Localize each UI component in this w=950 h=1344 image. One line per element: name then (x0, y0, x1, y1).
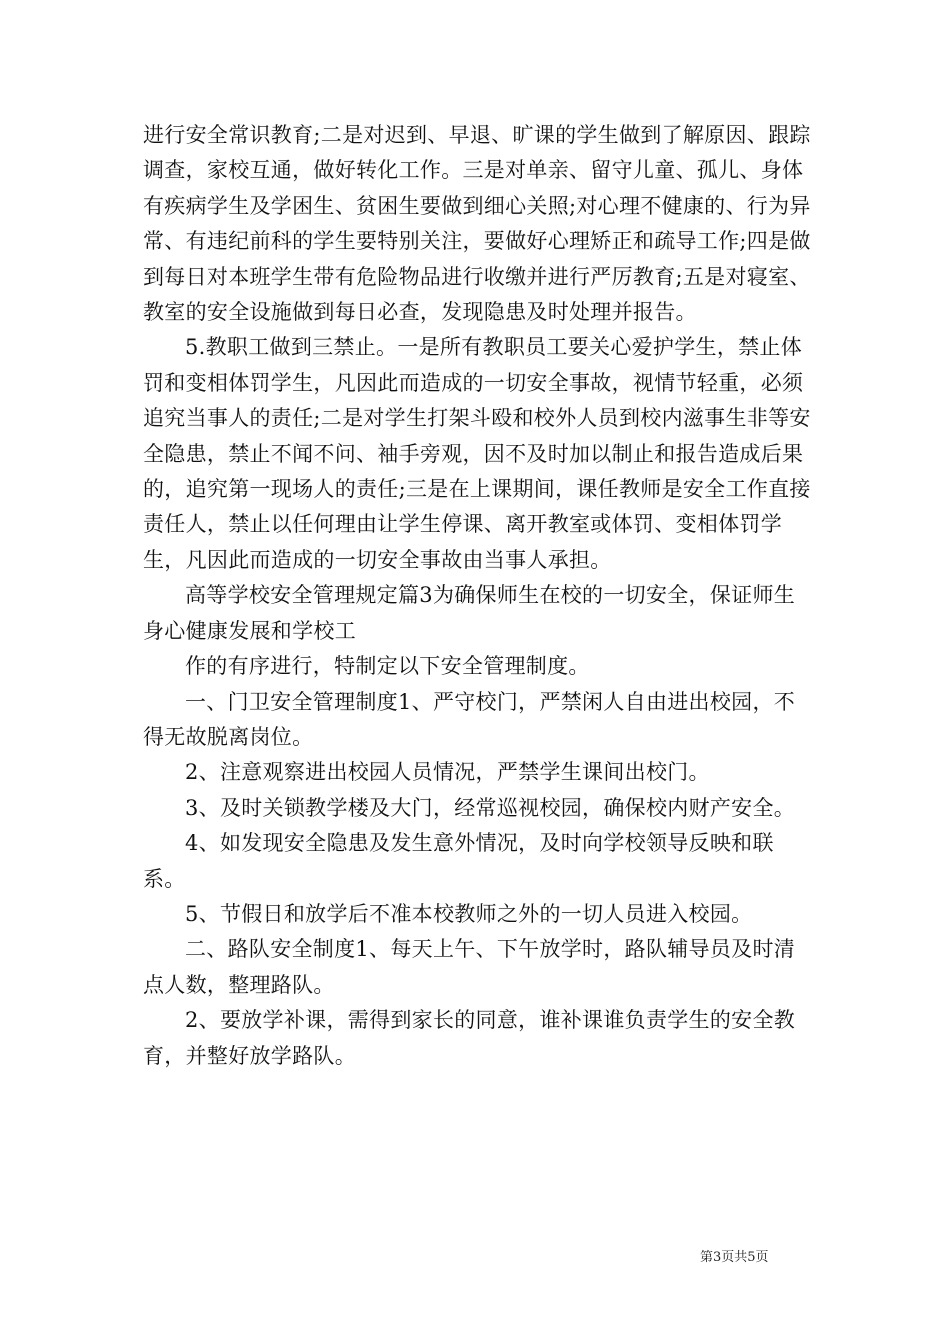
paragraph-route-rule-1: 二、路队安全制度1、每天上午、下午放学时，路队辅导员及时清点人数，整理路队。 (143, 937, 796, 997)
paragraph-gate-rule-3: 3、及时关锁教学楼及大门，经常巡视校园，确保校内财产安全。 (185, 795, 796, 820)
paragraph-section-3-intro: 高等学校安全管理规定篇3为确保师生在校的一切安全，保证师生身心健康发展和学校工 (143, 583, 796, 643)
document-body (143, 118, 815, 1074)
paragraph-gate-rule-5: 5、节假日和放学后不准本校教师之外的一切人员进入校园。 (185, 901, 753, 926)
paragraph-continuation: 进行安全常识教育;二是对迟到、早退、旷课的学生做到了解原因、跟踪调查，家校互通，做好转化工作。三是对单亲、留守儿童、孤儿、身体有疾病学生及学困生、贫困生要做到细心关照;对心理不健康的、行为异常、有违纪前科的学生要特别关注，要做好心理矫正和疏导工作;四是做到每日对本班学生带有危险物品进行收缴并进行严厉教育;五是对寝室、教室的安全设施做到每日必查，发现隐患及时处理并报告。 (143, 123, 811, 325)
paragraph-gate-rule-1: 一、门卫安全管理制度1、严守校门，严禁闲人自由进出校园，不得无故脱离岗位。 (143, 689, 796, 749)
page-number: 第3页共5页 (700, 1250, 769, 1265)
paragraph-route-rule-2: 2、要放学补课，需得到家长的同意，谁补课谁负责学生的安全教育，并整好放学路队。 (143, 1008, 796, 1068)
paragraph-section-3-intro-cont: 作的有序进行，特制定以下安全管理制度。 (185, 654, 590, 679)
paragraph-gate-rule-4: 4、如发现安全隐患及发生意外情况，及时向学校领导反映和联系。 (143, 831, 774, 891)
paragraph-staff-prohibitions: 5.教职工做到三禁止。一是所有教职员工要关心爱护学生，禁止体罚和变相体罚学生，凡因此而造成的一切安全事故，视情节轻重，必须追究当事人的责任;二是对学生打架斗殴和校外人员到校内滋事生非等安全隐患，禁止不闻不问、袖手旁观，因不及时加以制止和报告造成后果的，追究第一现场人的责任;三是在上课期间，课任教师是安全工作直接责任人，禁止以任何理由让学生停课、离开教室或体罚、变相体罚学生，凡因此而造成的一切安全事故由当事人承担。 (143, 335, 811, 572)
paragraph-gate-rule-2: 2、注意观察进出校园人员情况，严禁学生课间出校门。 (185, 760, 710, 785)
